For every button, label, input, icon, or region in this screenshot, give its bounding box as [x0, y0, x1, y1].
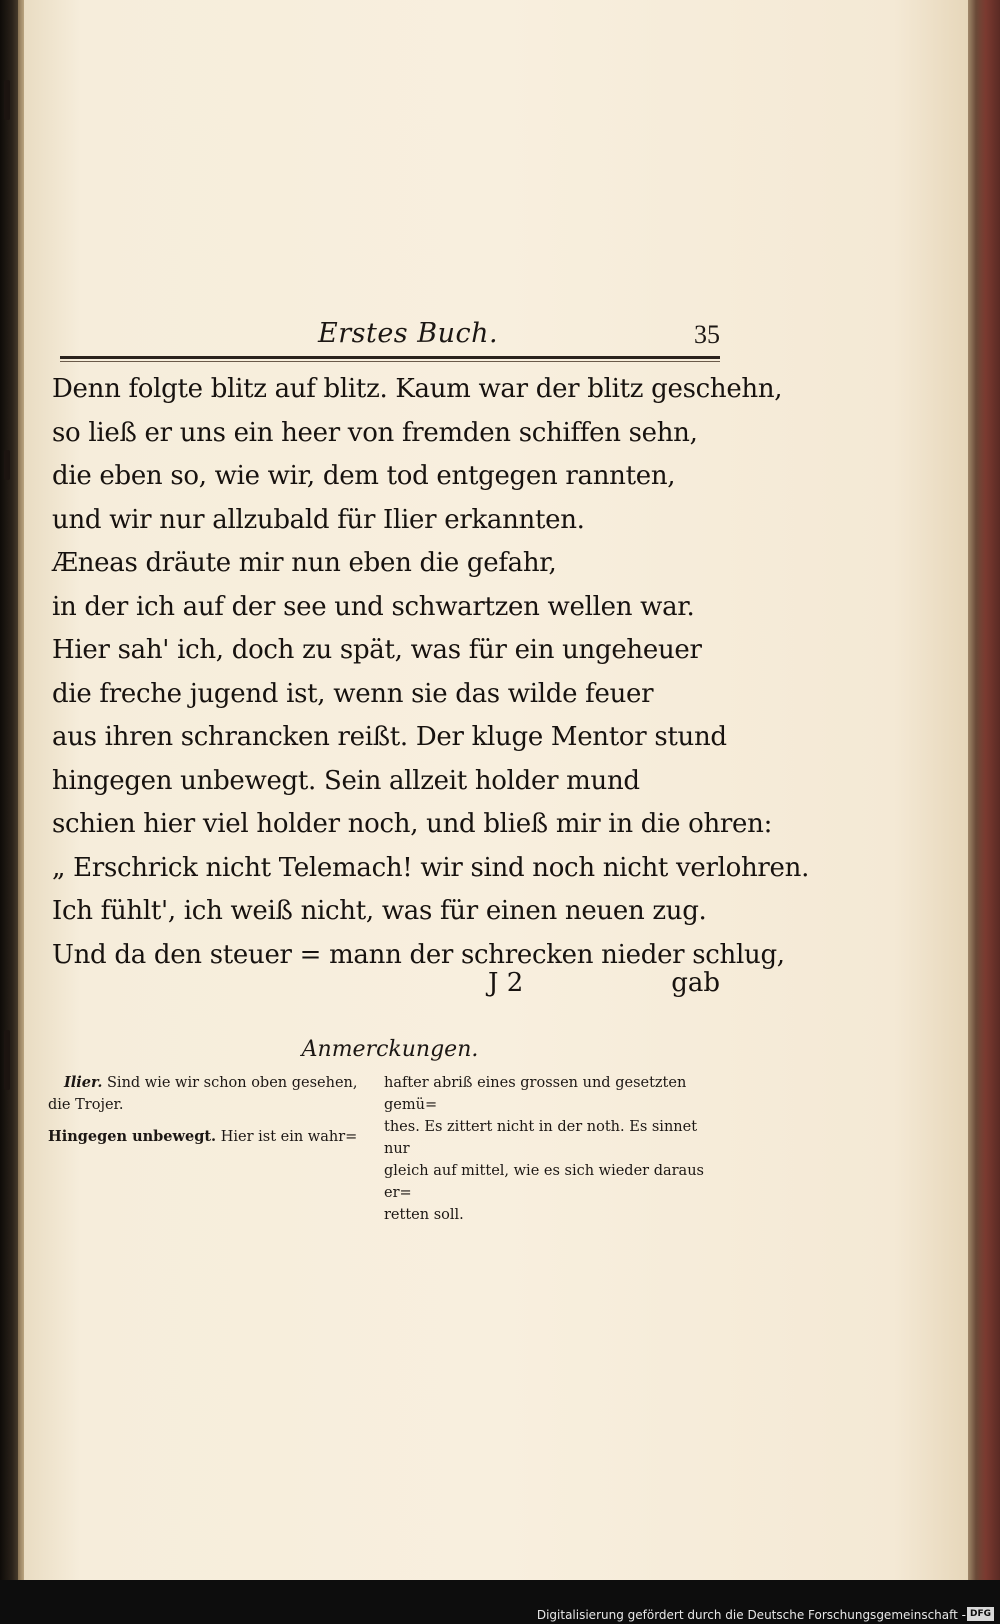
- running-header: [60, 318, 720, 358]
- note-line: retten soll.: [384, 1207, 464, 1223]
- note-line: hafter abriß eines grossen und gesetzten gemü=: [384, 1075, 687, 1113]
- verse-line: die eben so, wie wir, dem tod entgegen rannten,: [52, 461, 676, 491]
- header-rule-thin: [60, 361, 720, 362]
- verse-line: schien hier viel holder noch, und bließ mir in die ohren:: [52, 809, 773, 839]
- verse-line: die freche jugend ist, wenn sie das wilde feuer: [52, 678, 654, 709]
- verse-block: [52, 368, 810, 977]
- note-entry: [48, 1126, 368, 1148]
- notes-right-column: [384, 1072, 714, 1226]
- verse-line: Æneas dräute mir nun eben die gefahr,: [52, 548, 557, 578]
- verse-line: Und da den steuer = mann der schrecken nieder schlug,: [52, 939, 785, 970]
- header-rule: [60, 356, 720, 359]
- book-spine: [968, 0, 1000, 1580]
- verse-line: so ließ er uns ein heer von fremden schiffen sehn,: [52, 417, 698, 448]
- catchword: gab: [671, 968, 720, 998]
- note-line: gleich auf mittel, wie es sich wieder daraus er=: [384, 1163, 704, 1201]
- running-title: Erstes Buch.: [318, 318, 499, 349]
- verse-line: in der ich auf der see und schwartzen wellen war.: [52, 591, 695, 622]
- note-lemma: Hingegen unbewegt.: [48, 1128, 217, 1145]
- notes-left-column: [48, 1072, 368, 1158]
- verse-line: hingegen unbewegt. Sein allzeit holder mund: [52, 765, 640, 796]
- notes-title: Anmerckungen.: [301, 1037, 479, 1062]
- verse-line: aus ihren schrancken reißt. Der kluge Mentor stund: [52, 722, 727, 752]
- signature-mark: J 2: [488, 968, 524, 998]
- verse-line: „ Erschrick nicht Telemach! wir sind noch nicht verlohren.: [52, 852, 810, 883]
- catch-line: [60, 968, 720, 1008]
- margin-bleed-mark: [4, 80, 10, 120]
- verse-line: Ich fühlt', ich weiß nicht, was für einen neuen zug.: [52, 896, 707, 926]
- note-lemma: Ilier.: [64, 1074, 103, 1091]
- margin-bleed-mark: [4, 450, 10, 480]
- verse-line: Denn folgte blitz auf blitz. Kaum war der blitz geschehn,: [52, 374, 783, 404]
- note-text: Hier ist ein wahr=: [220, 1129, 358, 1145]
- note-text: Sind wie wir schon oben gesehen, die Trojer.: [48, 1075, 358, 1113]
- dfg-logo-badge: DFG: [967, 1607, 994, 1621]
- verse-line: und wir nur allzubald für Ilier erkannten.: [52, 504, 585, 535]
- page-number: 35: [694, 320, 720, 349]
- note-entry: [48, 1072, 368, 1116]
- verse-line: Hier sah' ich, doch zu spät, was für ein ungeheuer: [52, 635, 702, 665]
- note-line: thes. Es zittert nicht in der noth. Es sinnet nur: [384, 1119, 698, 1157]
- digitization-credit: Digitalisierung gefördert durch die Deutsche Forschungsgemeinschaft -: [536, 1608, 966, 1622]
